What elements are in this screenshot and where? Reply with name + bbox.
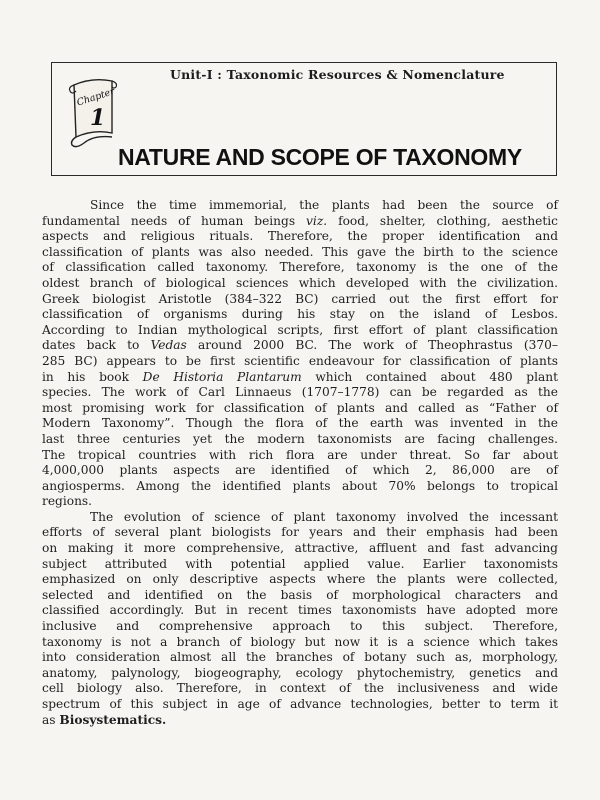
text-line: anatomy, palynology, biogeography, ecology phytochemistry, genetics and	[42, 665, 558, 680]
text-span: around 2000 BC. The work of Theophrastus (370–	[186, 338, 558, 353]
text-span: food, shelter, clothing, aesthetic	[327, 213, 558, 228]
text-line: The tropical countries with rich flora are under threat. So far about	[42, 447, 558, 462]
text-line	[42, 713, 558, 729]
text-span: dates back to	[42, 338, 151, 353]
paragraph-2	[42, 510, 558, 728]
text-line: species. The work of Carl Linnaeus (1707–1778) can be regarded as the	[42, 385, 558, 400]
text-line: on making it more comprehensive, attractive, affluent and fast advancing	[42, 541, 558, 556]
unit-heading: Unit-I : Taxonomic Resources & Nomenclature	[170, 67, 505, 82]
text-line: 4,000,000 plants aspects are identified of which 2, 86,000 are of	[42, 463, 558, 478]
text-line: The evolution of science of plant taxonomy involved the incessant	[90, 509, 558, 524]
text-line	[42, 370, 558, 386]
text-line	[42, 214, 558, 230]
text-line	[42, 338, 558, 354]
chapter-title: NATURE AND SCOPE OF TAXONOMY	[118, 144, 522, 170]
bold-term: Biosystematics.	[59, 712, 167, 727]
text-line: most promising work for classification of plants and called as “Father of	[42, 400, 558, 415]
text-line: of classification called taxonomy. Therefore, taxonomy is the one of the	[42, 260, 558, 275]
text-line: regions.	[42, 494, 93, 509]
text-line: oldest branch of biological sciences which developed with the civilization.	[42, 275, 558, 290]
text-span: as	[42, 712, 60, 727]
text-line: Modern Taxonomy”. Though the flora of the earth was invented in the	[42, 416, 558, 431]
text-line: cell biology also. Therefore, in context of the inclusiveness and wide	[42, 681, 558, 696]
chapter-word: Chapter	[75, 86, 117, 109]
text-line: subject attributed with potential applied value. Earlier taxonomists	[42, 556, 558, 571]
text-line: selected and identified on the basis of morphological characters and	[42, 587, 558, 602]
text-line: into consideration almost all the branches of botany such as, morphology,	[42, 650, 558, 665]
paragraph-1	[42, 198, 558, 510]
text-line: taxonomy is not a branch of biology but now it is a science which takes	[42, 634, 558, 649]
italic-term: Vedas	[150, 338, 187, 353]
text-line: Since the time immemorial, the plants had been the source of	[90, 198, 558, 212]
body-text	[42, 198, 558, 728]
text-line: emphasized on only descriptive aspects where the plants were collected,	[42, 572, 558, 587]
italic-term: viz.	[306, 213, 328, 228]
text-line: classification of organisms during his stay on the island of Lesbos.	[42, 307, 558, 322]
text-line: 285 BC) appears to be first scientific endeavour for classification of plants	[42, 353, 558, 368]
text-line: angiosperms. Among the identified plants about 70% belongs to tropical	[42, 478, 558, 493]
text-span: in his book	[42, 369, 143, 384]
text-line: spectrum of this subject in age of advance technologies, better to term it	[42, 697, 558, 711]
text-line: Greek biologist Aristotle (384–322 BC) carried out the first effort for	[42, 291, 558, 306]
text-span: which contained about 480 plant	[301, 369, 558, 384]
text-line: classified accordingly. But in recent times taxonomists have adopted more	[42, 603, 558, 618]
text-line: last three centuries yet the modern taxonomists are facing challenges.	[42, 431, 558, 446]
text-span: fundamental needs of human beings	[42, 213, 307, 228]
text-line: classification of plants was also needed. This gave the birth to the science	[42, 244, 558, 259]
italic-term: De Historia Plantarum	[142, 369, 302, 384]
chapter-scroll-emblem	[62, 75, 122, 151]
text-line: aspects and religious rituals. Therefore, the proper identification and	[42, 229, 558, 244]
chapter-number: 1	[90, 105, 106, 131]
text-line: inclusive and comprehensive approach to this subject. Therefore,	[42, 619, 558, 634]
text-line: According to Indian mythological scripts, first effort of plant classification	[42, 322, 558, 337]
text-line: efforts of several plant biologists for years and their emphasis had been	[42, 525, 558, 540]
